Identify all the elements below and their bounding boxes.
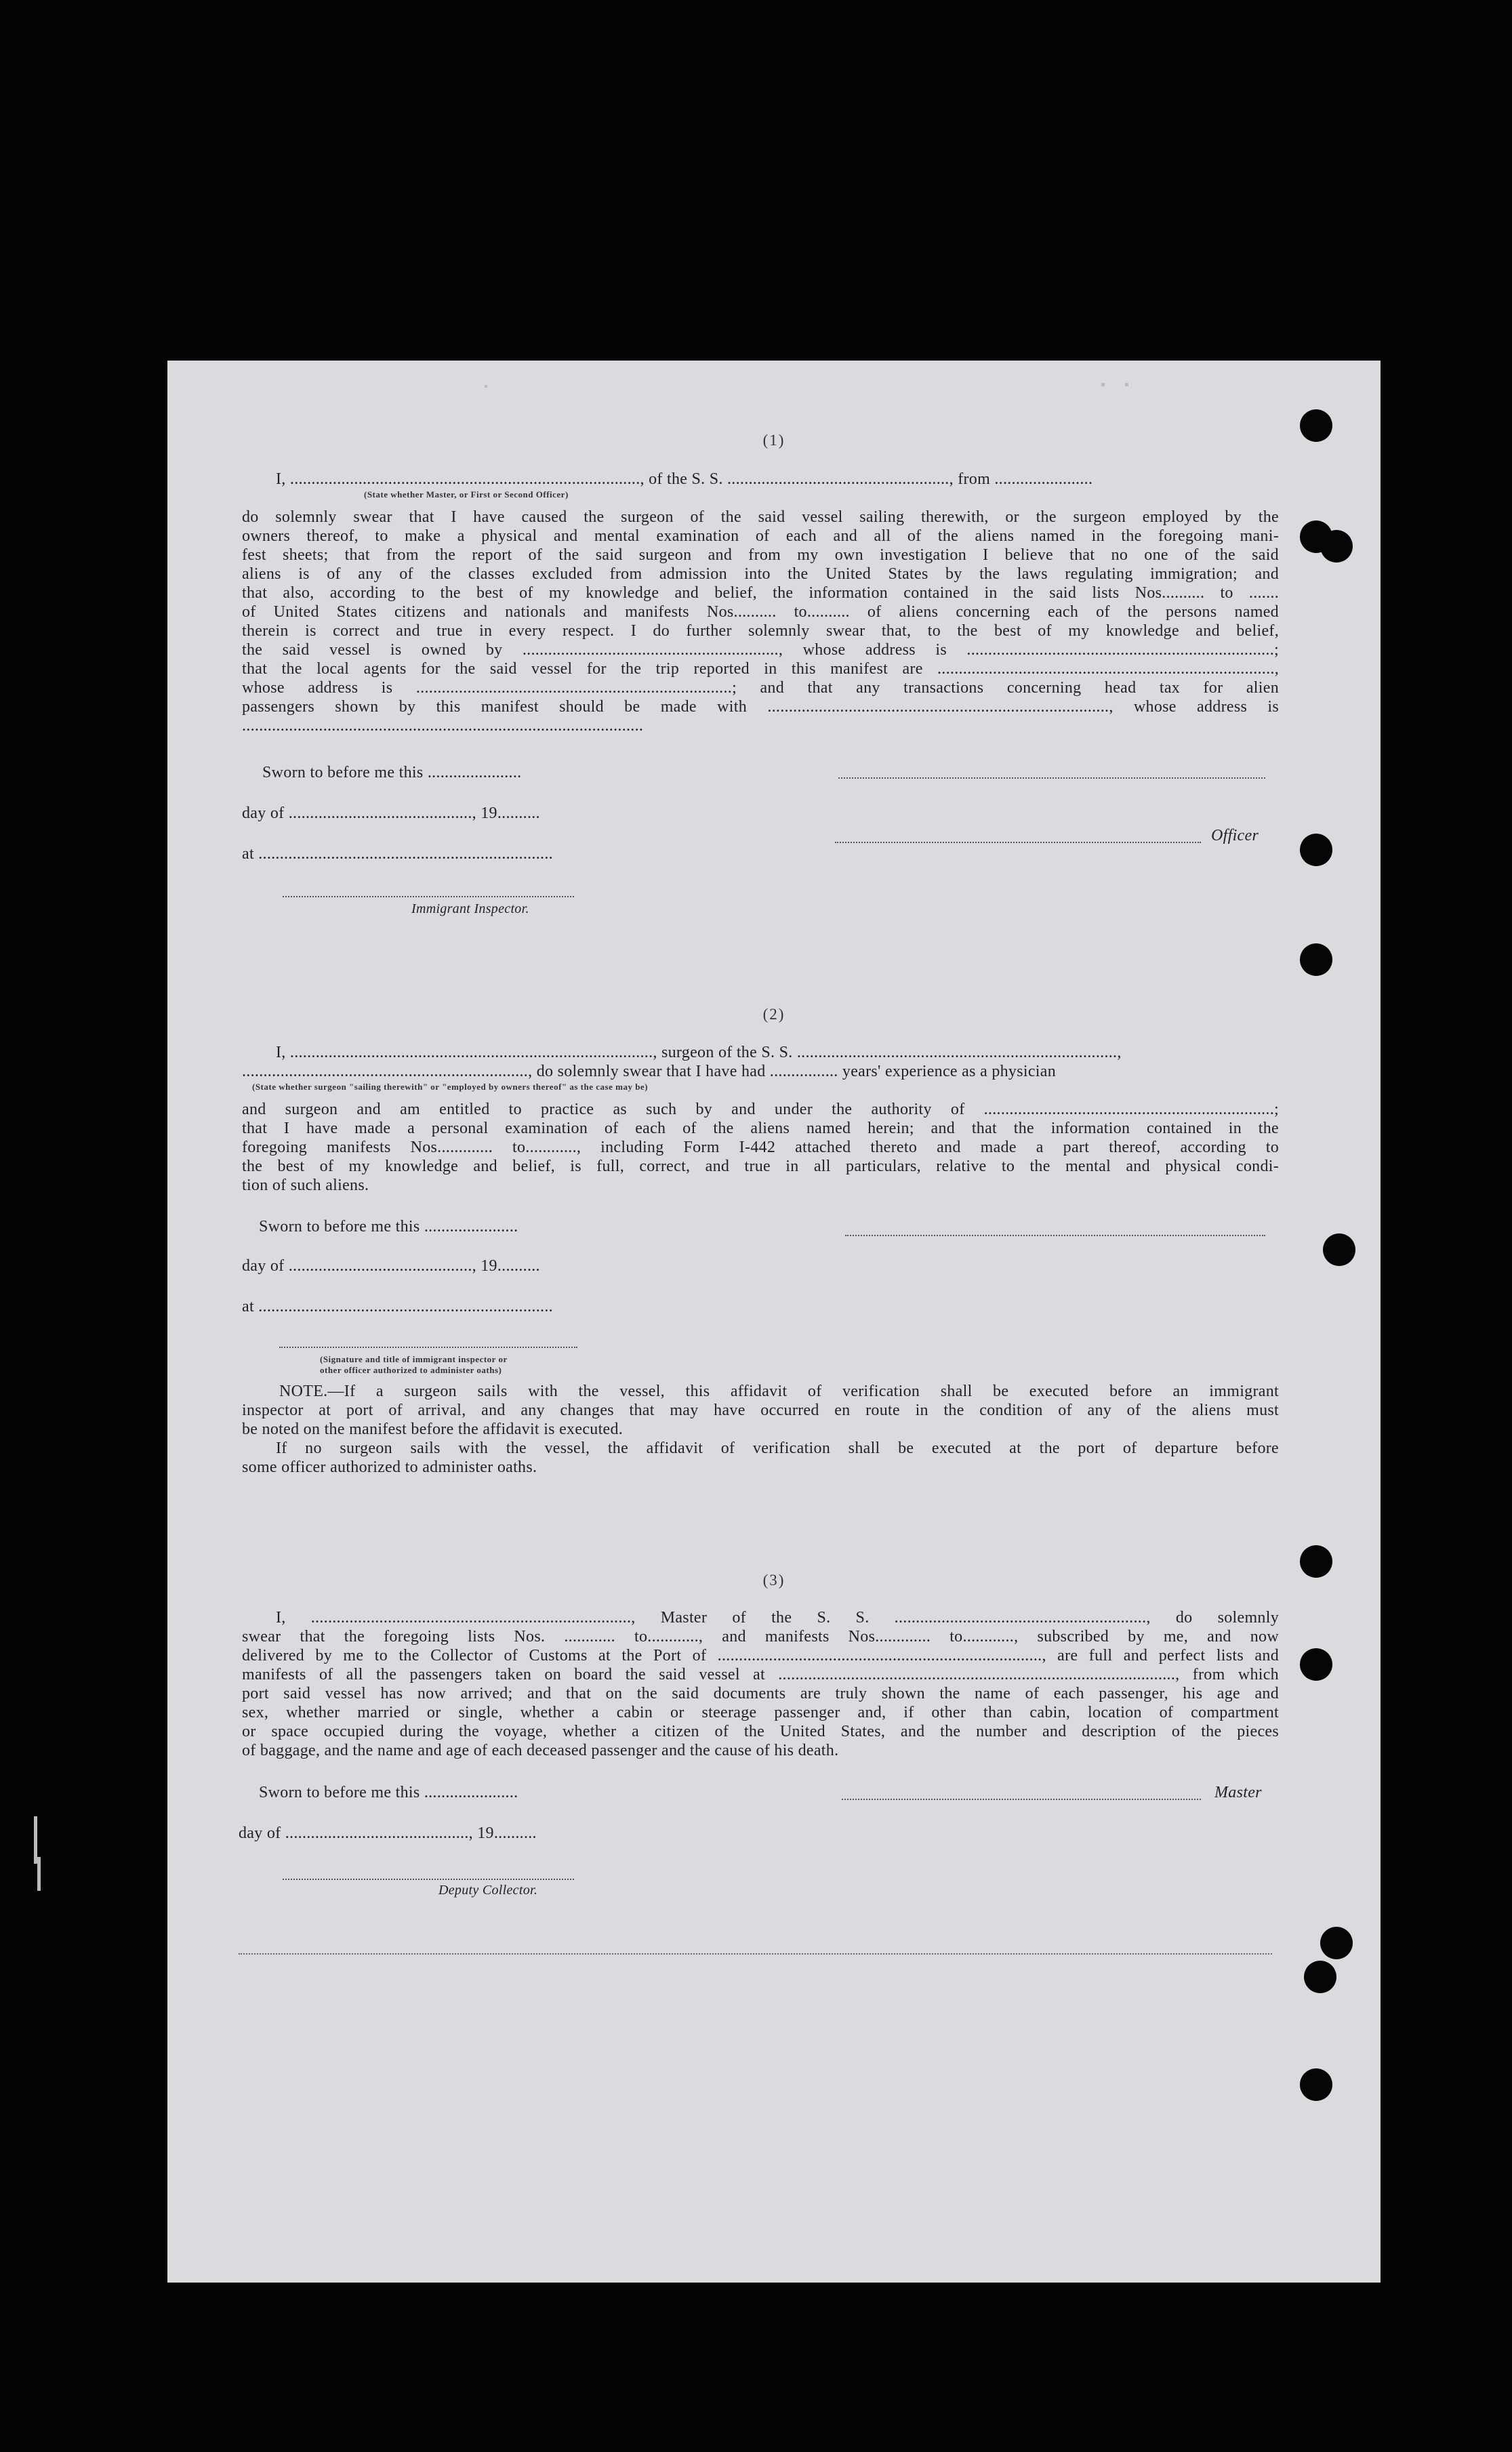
section-number: (1) — [762, 432, 785, 449]
inspector-signature-line — [283, 896, 574, 897]
bottom-rule — [239, 1953, 1272, 1955]
oath-text-line: whose address is ..........................................................................; and that any transactions concerning head tax for alien — [242, 679, 1279, 697]
oath-text-line: aliens is of any of the classes excluded from admission into the United States by the laws regulating immigration; and — [242, 565, 1279, 583]
oath-text-line: of United States citizens and nationals and manifests Nos.......... to.......... of aliens concerning each of the persons named — [242, 603, 1279, 621]
oath-text-line: manifests of all the passengers taken on board the said vessel at ............................................................................................., from which — [242, 1666, 1279, 1683]
punch-hole — [1300, 1648, 1332, 1681]
punch-hole — [1300, 409, 1332, 442]
oath-text-line: fest sheets; that from the report of the said surgeon and from my own investigation I believe that no one of the said — [242, 546, 1279, 564]
signature-line — [838, 777, 1265, 779]
oath-text-line: port said vessel has now arrived; and that on the said documents are truly shown the name of each passenger, his age and — [242, 1685, 1279, 1702]
punch-hole — [1320, 1927, 1353, 1959]
inspector-signature-line — [279, 1347, 577, 1348]
signature-caption: other officer authorized to administer oaths) — [320, 1365, 502, 1375]
signature-caption: (Signature and title of immigrant inspector or — [320, 1354, 508, 1364]
collector-label: Deputy Collector. — [438, 1883, 538, 1898]
note-line: inspector at port of arrival, and any changes that may have occurred en route in the condition of any of the aliens must — [242, 1402, 1279, 1419]
scan-speck — [37, 1857, 41, 1891]
day-line: day of ..........................................., 19.......... — [242, 804, 540, 822]
sworn-line: Sworn to before me this ...................... — [259, 1218, 518, 1235]
oath-text-line: foregoing manifests Nos............. to............, including Form I-442 attached thereto and made a part thereof, according to — [242, 1139, 1279, 1156]
note-line: NOTE.—If a surgeon sails with the vessel, this affidavit of verification shall be executed before an immigrant — [279, 1383, 1279, 1400]
note-line-last: be noted on the manifest before the affidavit is executed. — [242, 1421, 624, 1438]
punch-hole — [1304, 1961, 1336, 1993]
at-line: at ..................................................................... — [242, 1298, 553, 1315]
oath-text-line: and surgeon and am entitled to practice as such by and under the authority of ....................................................................; — [242, 1101, 1279, 1118]
officer-signature-line — [835, 842, 1201, 843]
note2-line-last: some officer authorized to administer oaths. — [242, 1458, 537, 1476]
punch-hole — [1300, 1545, 1332, 1578]
signature-line — [845, 1235, 1265, 1236]
oath-text-line: passengers shown by this manifest should be made with ................................................................................, whose address is — [242, 698, 1279, 716]
declarant-line: I, ....................................................................................., surgeon of the S. S. ..........................................................................., — [276, 1044, 1122, 1061]
day-line: day of ..........................................., 19.......... — [239, 1824, 537, 1842]
inspector-label: Immigrant Inspector. — [411, 901, 529, 916]
oath-text-trailing: .............................................................................................. — [242, 717, 644, 735]
oath-text-line: therein is correct and true in every respect. I do further solemnly swear that, to the best of my knowledge and belief, — [242, 622, 1279, 640]
oath-text-last: tion of such aliens. — [242, 1177, 369, 1194]
punch-hole — [1300, 2068, 1332, 2101]
oath-text-line: that the local agents for the said vessel for the trip reported in this manifest are ..............................................................................., — [242, 660, 1279, 678]
note2-line: If no surgeon sails with the vessel, the affidavit of verification shall be executed at the port of departure before — [276, 1439, 1279, 1457]
punch-hole — [1323, 1233, 1355, 1266]
oath-text-line: the best of my knowledge and belief, is full, correct, and true in all particulars, relative to the mental and physical condi- — [242, 1158, 1279, 1175]
collector-signature-line — [283, 1879, 574, 1880]
punch-hole — [1300, 943, 1332, 976]
sworn-line: Sworn to before me this ...................... — [259, 1784, 518, 1801]
oath-text-last: of baggage, and the name and age of each deceased passenger and the cause of his death. — [242, 1742, 839, 1759]
punch-hole — [1320, 530, 1353, 563]
officer-label: Officer — [1211, 827, 1259, 844]
declarant-line: I, .................................................................................., of the S. S. ...................................................., from ....................... — [276, 470, 1093, 488]
oath-text-line: sex, whether married or single, whether a cabin or steerage passenger and, if other than cabin, location of compartment — [242, 1704, 1279, 1721]
section-number: (3) — [762, 1572, 785, 1589]
oath-text-line: I, ..........................................................................., Master of the S. S. ..........................................................., do solemnly — [276, 1609, 1279, 1627]
day-line: day of ..........................................., 19.......... — [242, 1257, 540, 1275]
oath-text-line: swear that the foregoing lists Nos. ............ to............, and manifests Nos............. to............, subscribed by me, and now — [242, 1628, 1279, 1646]
oath-text-line: owners thereof, to make a physical and mental examination of each and all of the aliens named in the foregoing mani- — [242, 527, 1279, 545]
scan-speck — [485, 385, 487, 388]
scan-speck — [1101, 383, 1105, 386]
oath-text-line: delivered by me to the Collector of Customs at the Port of ............................................................................, are full and perfect lists and — [242, 1647, 1279, 1664]
document-page — [167, 361, 1381, 2283]
field-caption: (State whether surgeon "sailing therewith" or "employed by owners thereof" as the case may be) — [252, 1082, 649, 1092]
oath-text-line: the said vessel is owned by ............................................................, whose address is ........................................................................; — [242, 641, 1279, 659]
scan-speck — [1125, 383, 1128, 386]
punch-hole — [1300, 834, 1332, 866]
oath-text-line: or space occupied during the voyage, whether a citizen of the United States, and the number and description of the pieces — [242, 1723, 1279, 1740]
master-label: Master — [1214, 1784, 1262, 1801]
at-line: at ..................................................................... — [242, 845, 553, 863]
master-signature-line — [842, 1799, 1201, 1800]
oath-text-line: that also, according to the best of my knowledge and belief, the information contained in the said lists Nos.......... to ....... — [242, 584, 1279, 602]
oath-text-line: do solemnly swear that I have caused the surgeon of the said vessel sailing therewith, or the surgeon employed by the — [242, 508, 1279, 526]
section-number: (2) — [762, 1006, 785, 1023]
oath-text-line: that I have made a personal examination of each of the aliens named herein; and that the information contained in the — [242, 1120, 1279, 1137]
sworn-line: Sworn to before me this ...................... — [262, 764, 522, 781]
field-caption: (State whether Master, or First or Second Officer) — [364, 489, 569, 499]
experience-line: ..................................................................., do solemnly swear that I have had ................ years' experience as a physician — [242, 1063, 1057, 1080]
